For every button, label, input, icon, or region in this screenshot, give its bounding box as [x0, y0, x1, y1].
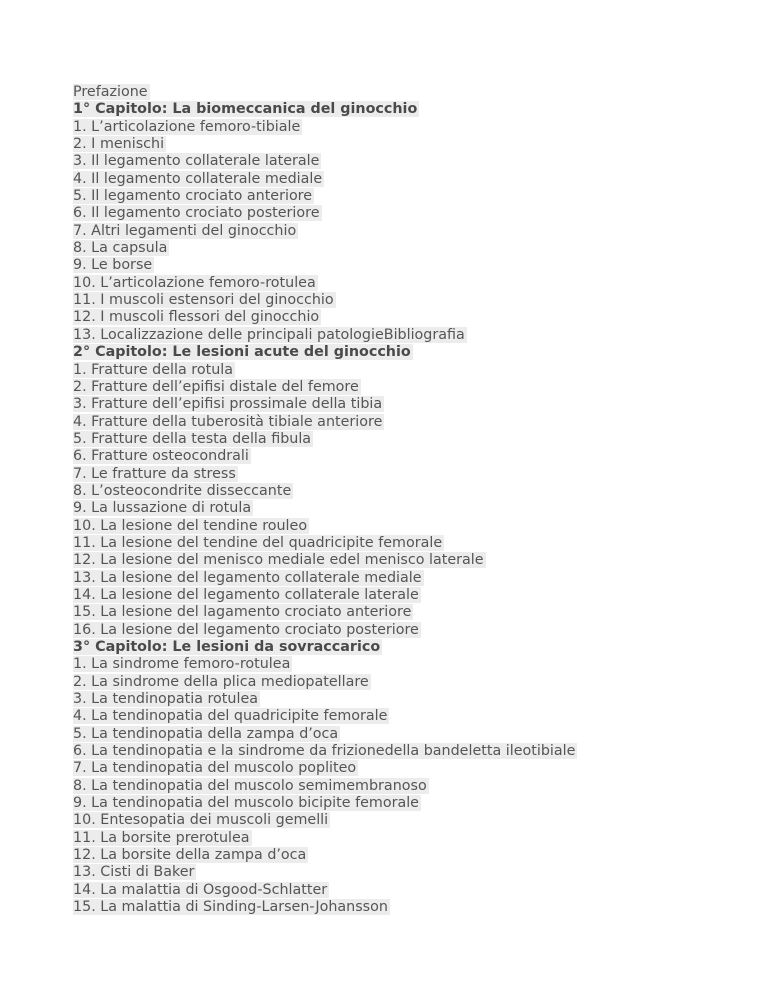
toc-entry-text: 2. Fratture dell’epifisi distale del femore: [73, 378, 359, 395]
toc-entry-text: 3. Fratture dell’epifisi prossimale della tibia: [73, 396, 383, 413]
toc-entry: [73, 395, 753, 412]
toc-entry-text: 14. La malattia di Osgood-Schlatter: [73, 881, 328, 898]
toc-entry-text: 9. La lussazione di rotula: [73, 500, 252, 517]
toc-entry-text: 3. La tendinopatia rotulea: [73, 691, 259, 708]
toc-entry: [73, 222, 753, 239]
toc-entry: [73, 690, 753, 707]
toc-entry: [73, 742, 753, 759]
toc-entry-text: 9. Le borse: [73, 257, 153, 274]
toc-entry: [73, 794, 753, 811]
chapter-heading: [73, 100, 753, 117]
toc-entry-text: 12. La borsite della zampa d’oca: [73, 847, 307, 864]
toc-entry: [73, 239, 753, 256]
toc-entry: [73, 655, 753, 672]
toc-entry: [73, 673, 753, 690]
toc-entry-text: 9. La tendinopatia del muscolo bicipite femorale: [73, 795, 419, 812]
toc-entry: [73, 777, 753, 794]
chapter-heading-text: 2° Capitolo: Le lesioni acute del ginocchio: [73, 344, 411, 361]
toc-entry: [73, 725, 753, 742]
toc-entry: [73, 846, 753, 863]
toc-entry-text: 7. La tendinopatia del muscolo popliteo: [73, 760, 357, 777]
toc-entry-text: 1. La sindrome femoro-rotulea: [73, 656, 291, 673]
toc-entry-text: 3. Il legamento collaterale laterale: [73, 153, 320, 170]
toc-entry-text: 13. Localizzazione delle principali patologieBibliografia: [73, 326, 465, 343]
toc-entry: [73, 118, 753, 135]
toc-entry-text: 12. La lesione del menisco mediale edel menisco laterale: [73, 552, 484, 569]
chapter-heading: [73, 343, 753, 360]
toc-entry: [73, 135, 753, 152]
toc-entry: [73, 811, 753, 828]
toc-entry: [73, 863, 753, 880]
toc-entry-text: 7. Altri legamenti del ginocchio: [73, 222, 297, 239]
toc-entry-text: Prefazione: [73, 84, 148, 100]
toc-entry-text: 10. L’articolazione femoro-rotulea: [73, 274, 316, 291]
toc-entry: [73, 534, 753, 551]
toc-entry-text: 6. Il legamento crociato posteriore: [73, 205, 320, 222]
toc-entry: [73, 83, 753, 100]
toc-entry-text: 8. La tendinopatia del muscolo semimembranoso: [73, 777, 427, 794]
toc-entry-text: 2. La sindrome della plica mediopatellare: [73, 673, 369, 690]
toc-entry: [73, 499, 753, 516]
toc-entry: [73, 898, 753, 915]
toc-entry-text: 4. La tendinopatia del quadricipite femorale: [73, 708, 388, 725]
toc-entry-text: 11. La lesione del tendine del quadricipite femorale: [73, 534, 443, 551]
toc-entry-text: 5. Fratture della testa della fibula: [73, 430, 312, 447]
toc-entry-text: 14. La lesione del legamento collaterale laterale: [73, 586, 419, 603]
toc-entry: [73, 361, 753, 378]
toc-entry: [73, 465, 753, 482]
toc-entry: [73, 204, 753, 221]
toc-entry-text: 15. La malattia di Sinding-Larsen-Johansson: [73, 899, 388, 916]
toc-entry-text: 10. Entesopatia dei muscoli gemelli: [73, 812, 329, 829]
toc-entry-text: 7. Le fratture da stress: [73, 465, 236, 482]
toc-entry-text: 6. Fratture osteocondrali: [73, 448, 249, 465]
toc-entry: [73, 447, 753, 464]
toc-entry: [73, 308, 753, 325]
toc-entry: [73, 326, 753, 343]
toc-entry-text: 1. Fratture della rotula: [73, 361, 234, 378]
toc-entry-text: 11. La borsite prerotulea: [73, 829, 250, 846]
toc-entry: [73, 378, 753, 395]
toc-entry: [73, 274, 753, 291]
toc-entry: [73, 551, 753, 568]
toc-entry-text: 6. La tendinopatia e la sindrome da frizionedella bandeletta ileotibiale: [73, 743, 576, 760]
toc-entry: [73, 187, 753, 204]
toc-entry-text: 8. La capsula: [73, 240, 168, 257]
toc-entry: [73, 517, 753, 534]
chapter-heading-text: 1° Capitolo: La biomeccanica del ginocchio: [73, 101, 418, 118]
toc-entry: [73, 430, 753, 447]
toc-entry: [73, 621, 753, 638]
toc-entry: [73, 603, 753, 620]
toc-entry-text: 2. I menischi: [73, 136, 165, 153]
toc-entry: [73, 569, 753, 586]
toc-entry: [73, 586, 753, 603]
toc-entry-text: 10. La lesione del tendine rouleo: [73, 517, 308, 534]
toc-entry: [73, 256, 753, 273]
toc-entry-text: 12. I muscoli flessori del ginocchio: [73, 309, 320, 326]
chapter-heading-text: 3° Capitolo: Le lesioni da sovraccarico: [73, 639, 381, 655]
document-page: [73, 83, 753, 916]
toc-entry: [73, 881, 753, 898]
toc-entry-text: 4. Fratture della tuberosità tibiale anteriore: [73, 413, 383, 430]
toc-entry: [73, 482, 753, 499]
toc-entry: [73, 759, 753, 776]
toc-entry: [73, 829, 753, 846]
toc-entry: [73, 707, 753, 724]
toc-entry-text: 5. La tendinopatia della zampa d’oca: [73, 725, 339, 742]
toc-entry: [73, 170, 753, 187]
toc-entry-text: 8. L’osteocondrite disseccante: [73, 482, 292, 499]
toc-entry-text: 15. La lesione del lagamento crociato anteriore: [73, 604, 412, 621]
toc-entry-text: 1. L’articolazione femoro-tibiale: [73, 118, 301, 135]
toc-entry-text: 5. Il legamento crociato anteriore: [73, 188, 313, 205]
toc-entry: [73, 152, 753, 169]
toc-entry-text: 11. I muscoli estensori del ginocchio: [73, 292, 334, 309]
toc-entry: [73, 413, 753, 430]
toc-entry-text: 13. Cisti di Baker: [73, 864, 195, 881]
toc-entry-text: 16. La lesione del legamento crociato posteriore: [73, 621, 419, 638]
toc-entry: [73, 291, 753, 308]
chapter-heading: [73, 638, 753, 655]
toc-entry-text: 4. Il legamento collaterale mediale: [73, 170, 323, 187]
toc-entry-text: 13. La lesione del legamento collaterale mediale: [73, 569, 422, 586]
